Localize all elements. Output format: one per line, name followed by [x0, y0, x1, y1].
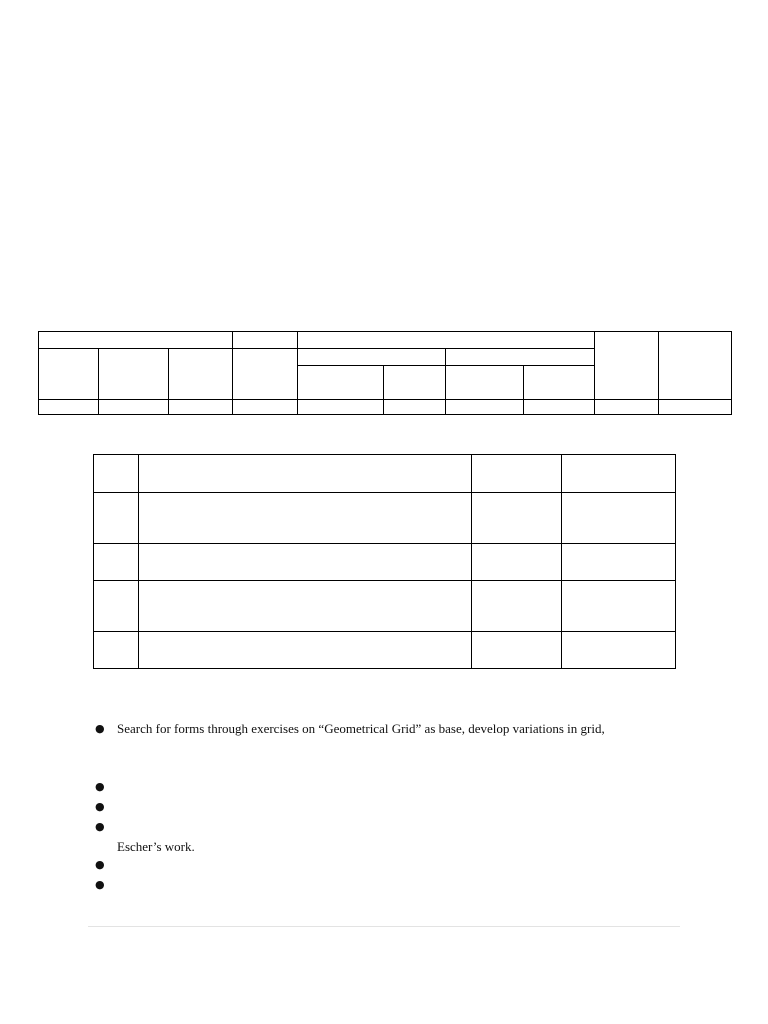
table-cell: [298, 400, 384, 415]
table-cell: [39, 349, 99, 400]
table-cell: [139, 632, 472, 669]
table-cell: [472, 544, 562, 581]
bullet-icon: ●: [95, 820, 105, 833]
continuation-text: Escher’s work.: [117, 839, 195, 854]
table-cell: [562, 455, 676, 493]
table-cell: [169, 400, 233, 415]
table-cell: [298, 366, 384, 400]
table-cell: [384, 366, 446, 400]
scheme-table: [38, 331, 732, 415]
table-cell: [94, 544, 139, 581]
table-cell: [39, 332, 233, 349]
table-cell: [562, 632, 676, 669]
table-cell: [472, 632, 562, 669]
bullet-icon: ●: [95, 800, 105, 813]
table-cell: [446, 400, 524, 415]
table-row: [94, 581, 676, 632]
table-cell: [472, 493, 562, 544]
table-cell: [139, 544, 472, 581]
list-item: [93, 818, 693, 836]
table-cell: [94, 632, 139, 669]
table-cell: [94, 581, 139, 632]
table-cell: [139, 581, 472, 632]
table-cell: [524, 400, 595, 415]
table-cell: [659, 400, 732, 415]
table-cell: [472, 581, 562, 632]
units-table: [93, 454, 676, 669]
table-cell: [139, 455, 472, 493]
bullet-icon: ●: [95, 858, 105, 871]
list-item: [93, 856, 693, 874]
table-cell: [233, 349, 298, 400]
table-cell: [524, 366, 595, 400]
bullet-icon: ●: [95, 780, 105, 793]
table-cell: [595, 332, 659, 400]
table-cell: [562, 493, 676, 544]
table-cell: [99, 349, 169, 400]
table-cell: [139, 493, 472, 544]
table-cell: [94, 455, 139, 493]
table-cell: [446, 366, 524, 400]
table-cell: [169, 349, 233, 400]
bullet-icon: ●: [95, 722, 105, 735]
table-row: [39, 332, 732, 349]
table-cell: [446, 349, 595, 366]
page-divider: [88, 926, 680, 927]
table-cell: [562, 544, 676, 581]
table-cell: [233, 400, 298, 415]
table-cell: [384, 400, 446, 415]
table-cell: [39, 400, 99, 415]
table-cell: [99, 400, 169, 415]
list-item: [93, 778, 693, 796]
table-row: [39, 400, 732, 415]
table-cell: [595, 400, 659, 415]
table-row: [94, 493, 676, 544]
table-cell: [562, 581, 676, 632]
list-item: [93, 876, 693, 894]
table-cell: [94, 493, 139, 544]
table-cell: [472, 455, 562, 493]
table-cell: [233, 332, 298, 349]
table-row: [94, 632, 676, 669]
list-item-text: Search for forms through exercises on “Geometrical Grid” as base, develop variations in grid,: [117, 721, 605, 736]
bullet-icon: ●: [95, 878, 105, 891]
table-cell: [659, 332, 732, 400]
table-cell: [298, 349, 446, 366]
table-row: [94, 455, 676, 493]
table-row: [94, 544, 676, 581]
table-cell: [298, 332, 595, 349]
list-item: [93, 720, 693, 738]
list-item: [93, 798, 693, 816]
